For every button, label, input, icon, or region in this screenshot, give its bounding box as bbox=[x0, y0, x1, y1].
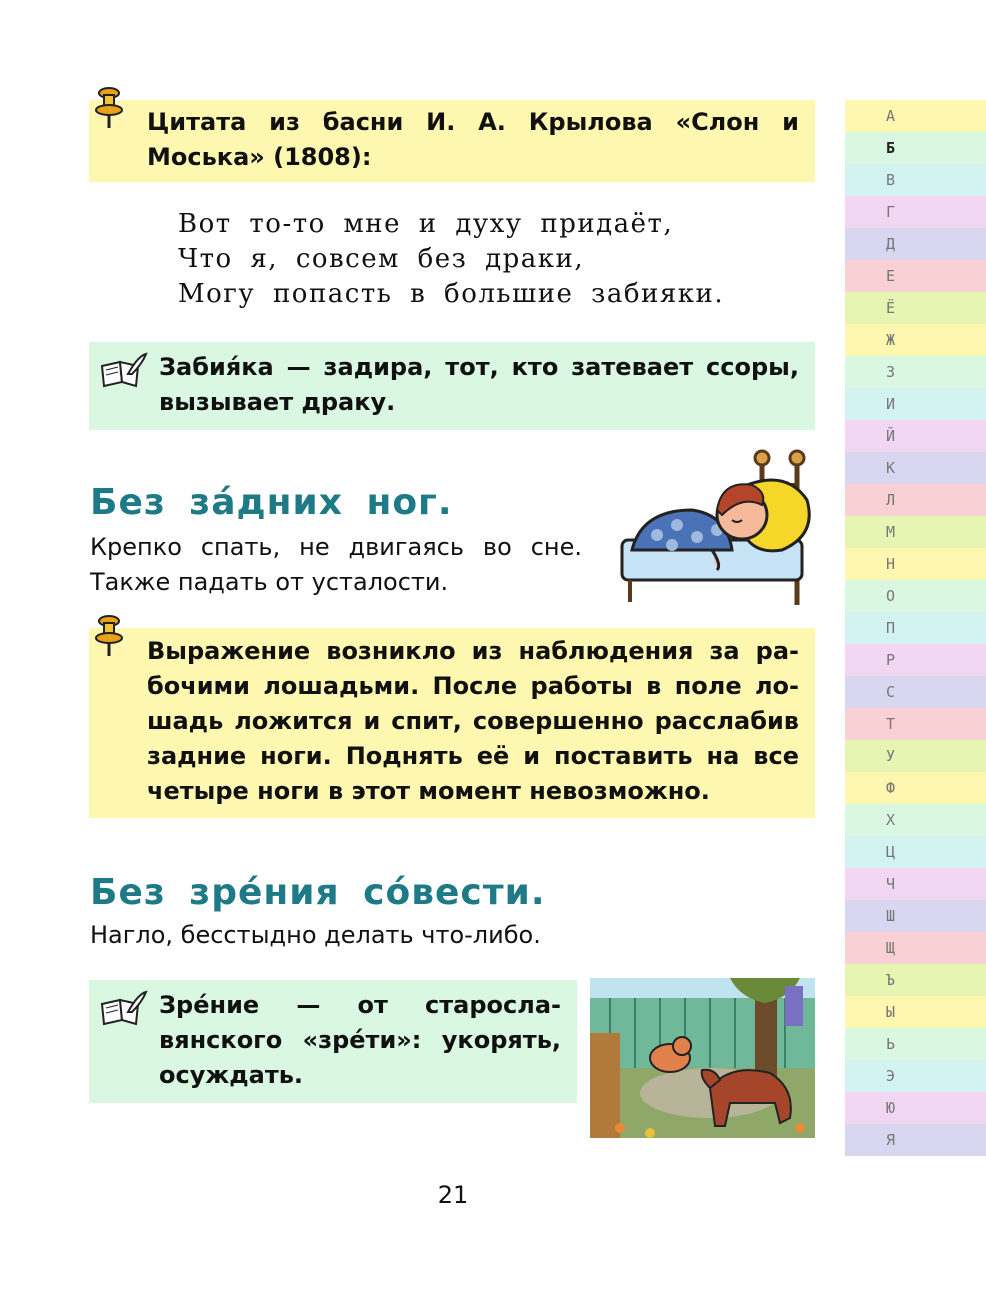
poem-line: Вот то-то мне и духу придаёт, bbox=[178, 209, 674, 239]
alphabet-letter[interactable]: Г bbox=[845, 196, 986, 228]
poem-line: Что я, совсем без драки, bbox=[178, 244, 585, 274]
alphabet-letter[interactable]: Х bbox=[845, 804, 986, 836]
alphabet-letter[interactable]: З bbox=[845, 356, 986, 388]
alphabet-letter[interactable]: О bbox=[845, 580, 986, 612]
entry1-definition: Крепко спать, не двигаясь во сне. Также падать от усталости. bbox=[90, 533, 582, 596]
entry2-note bbox=[89, 980, 577, 1103]
alphabet-letter[interactable]: Е bbox=[845, 260, 986, 292]
alphabet-letter[interactable]: В bbox=[845, 164, 986, 196]
entry2-heading: Без зре́ния со́вести. bbox=[90, 872, 546, 913]
pushpin-icon bbox=[92, 86, 126, 130]
alphabet-letter[interactable]: П bbox=[845, 612, 986, 644]
alphabet-letter[interactable]: Й bbox=[845, 420, 986, 452]
alphabet-letter[interactable]: К bbox=[845, 452, 986, 484]
alphabet-letter[interactable]: Ч bbox=[845, 868, 986, 900]
poem bbox=[178, 207, 724, 312]
alphabet-letter[interactable]: А bbox=[845, 100, 986, 132]
book-quill-icon bbox=[98, 352, 148, 388]
zabiyaka-term: Забия́ка bbox=[159, 353, 274, 381]
alphabet-letter[interactable]: И bbox=[845, 388, 986, 420]
alphabet-letter[interactable]: Л bbox=[845, 484, 986, 516]
alphabet-letter[interactable]: Щ bbox=[845, 932, 986, 964]
poem-line: Могу попасть в большие забияки. bbox=[178, 279, 725, 309]
zabiyaka-note bbox=[89, 342, 815, 430]
alphabet-letter[interactable]: Д bbox=[845, 228, 986, 260]
alphabet-letter[interactable]: Ё bbox=[845, 292, 986, 324]
alphabet-letter[interactable]: Ю bbox=[845, 1092, 986, 1124]
alphabet-letter[interactable]: У bbox=[845, 740, 986, 772]
zrenie-definition: — от старосла-вянского «зре́ти»: укорять, осуждать. bbox=[159, 991, 561, 1089]
alphabet-letter[interactable]: Ш bbox=[845, 900, 986, 932]
entry1-note-text: Выражение возникло из наблюдения за ра-бочими лошадьми. После работы в поле ло-шадь ложится и спит, совершенно расслабив задние ноги. Поднять её и поставить на все четыре ноги в этот момент невозможно. bbox=[147, 637, 799, 805]
alphabet-letter[interactable]: Э bbox=[845, 1060, 986, 1092]
alphabet-letter[interactable]: С bbox=[845, 676, 986, 708]
page-number: 21 bbox=[437, 1181, 469, 1209]
alphabet-letter[interactable]: Ж bbox=[845, 324, 986, 356]
alphabet-letter[interactable]: Б bbox=[845, 132, 986, 164]
quote-note bbox=[89, 100, 815, 182]
pushpin-icon bbox=[92, 614, 126, 658]
entry1-heading: Без за́дних ног. bbox=[90, 482, 453, 523]
book-quill-icon bbox=[98, 990, 148, 1026]
sleeping-boy-illustration bbox=[612, 440, 827, 605]
alphabet-letter[interactable]: Ь bbox=[845, 1028, 986, 1060]
alphabet-letter[interactable]: Т bbox=[845, 708, 986, 740]
entry1-note bbox=[89, 628, 815, 818]
alphabet-letter[interactable]: Н bbox=[845, 548, 986, 580]
alphabet-letter[interactable]: М bbox=[845, 516, 986, 548]
quote-note-text: Цитата из басни И. А. Крылова «Слон и Моська» (1808): bbox=[147, 108, 799, 171]
alphabet-index bbox=[845, 100, 986, 1156]
alphabet-letter[interactable]: Я bbox=[845, 1124, 986, 1156]
alphabet-letter[interactable]: Ц bbox=[845, 836, 986, 868]
alphabet-letter[interactable]: Ъ bbox=[845, 964, 986, 996]
entry2-note-text bbox=[159, 988, 561, 1093]
zabiyaka-definition: — задира, тот, кто затевает ссоры, вызывает драку. bbox=[159, 353, 799, 416]
dog-and-cat-yard-illustration bbox=[590, 978, 815, 1138]
alphabet-letter[interactable]: Ы bbox=[845, 996, 986, 1028]
entry2-definition: Нагло, бесстыдно делать что-либо. bbox=[90, 921, 541, 949]
zabiyaka-note-text bbox=[159, 350, 799, 420]
alphabet-letter[interactable]: Р bbox=[845, 644, 986, 676]
alphabet-letter[interactable]: Ф bbox=[845, 772, 986, 804]
zrenie-term: Зре́ние bbox=[159, 991, 260, 1019]
